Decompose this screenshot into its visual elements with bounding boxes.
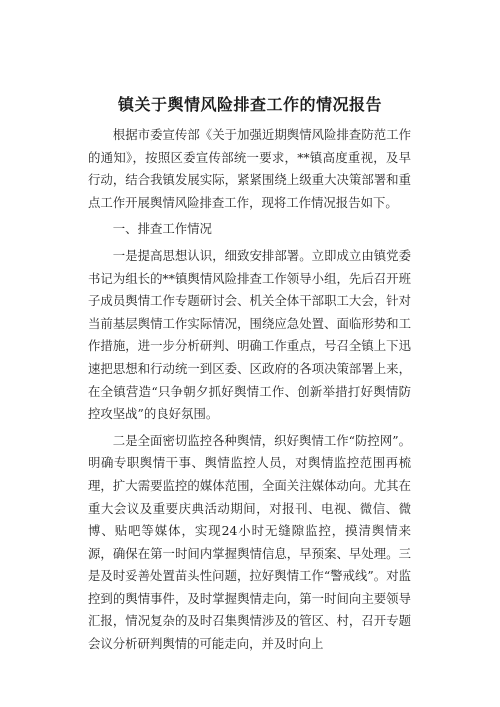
document-title: 镇关于舆情风险排查工作的情况报告: [117, 95, 382, 114]
document-body: [88, 124, 411, 656]
body-paragraph-1: 一是提高思想认识，细致安排部署。立即成立由镇党委书记为组长的**镇舆情风险排查工作领导小组，先后召开班子成员舆情工作专题研讨会、机关全体干部职工大会，针对当前基层舆情工作实际情况，围绕应急处置、面临形势和工作措施，进一步分析研判、明确工作重点，号召全镇上下迅速把思想和行动统一到区委、区政府的各项决策部署上来，在全镇营造“只争朝夕抓好舆情工作、创新举措打好舆情防控攻坚战”的良好氛围。: [88, 247, 411, 422]
body-paragraph-2: 二是全面密切监控各种舆情，织好舆情工作“防控网”。明确专职舆情干事、舆情监控人员，对舆情监控范围再梳理，扩大需要监控的媒体范围，全面关注媒体动向。尤其在重大会议及重要庆典活动期间，对报刊、电视、微信、微博、贴吧等媒体，实现24小时无缝隙监控，摸清舆情来源，确保在第一时间内掌握舆情信息，早预案、早处理。三是及时妥善处置苗头性问题，拉好舆情工作“警戒线”。对监控到的舆情事件，及时掌握舆情走向，第一时间向主要领导汇报，情况复杂的及时召集舆情涉及的管区、村，召开专题会议分析研判舆情的可能走向，并及时向上: [88, 432, 411, 652]
section-heading: 一、排查工作情况: [112, 221, 212, 237]
intro-paragraph: 根据市委宣传部《关于加强近期舆情风险排查防范工作的通知》，按照区委宣传部统一要求，**镇高度重视，及早行动，结合我镇发展实际，紧紧围绕上级重大决策部署和重点工作开展舆情风险排查工作，现将工作情况报告如下。: [88, 127, 411, 210]
